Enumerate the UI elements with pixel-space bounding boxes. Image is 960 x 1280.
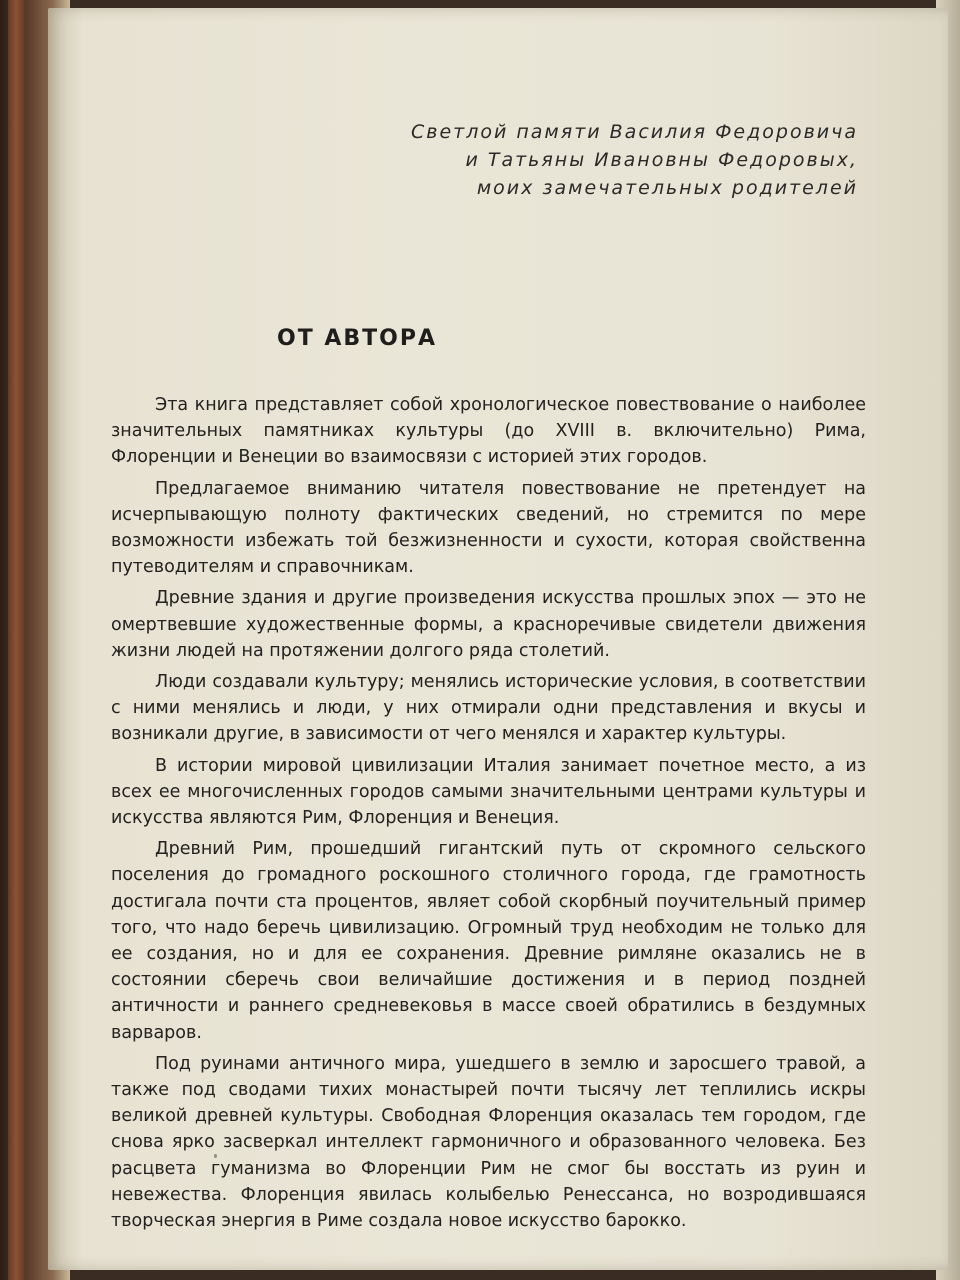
paragraph-4: Люди создавали культуру; менялись исторические условия, в соответствии с ними менялись и люди, у них отмирали одни представления и вкусы и возникали другие, в зависимости от чего менялся и характер культуры. [111, 672, 866, 745]
paragraph-2: Предлагаемое вниманию читателя повествование не претендует на исчерпывающую полноту фактических сведений, но стремится по мере возможности избежать той безжизненности и сухости, которая свойственна путеводителям и справочникам. [111, 478, 866, 578]
dedication-line-1: Светлой памяти Василия Федоровича [410, 121, 858, 143]
section-title: ОТ АВТОРА [277, 326, 438, 351]
dedication-line-3: моих замечательных родителей [476, 177, 858, 199]
body-text [111, 392, 866, 1239]
book-binding [8, 0, 24, 1280]
dedication-line-2: и Татьяны Ивановны Федоровых, [465, 149, 858, 171]
paragraph-1: Эта книга представляет собой хронологическое повествование о наиболее значительных памятниках культуры (до XVIII в. включительно) Рима, Флоренции и Венеции во взаимосвязи с историей этих городов. [111, 395, 866, 468]
paragraph-3: Древние здания и другие произведения искусства прошлых эпох — это не омертвевшие художественные формы, а красноречивые свидетели движения жизни людей на протяжении долгого ряда столетий. [111, 588, 866, 661]
paragraph-5: В истории мировой цивилизации Италия занимает почетное место, а из всех ее многочисленных городов самыми значительными центрами культуры и искусства являются Рим, Флоренция и Венеция. [111, 755, 866, 829]
paper-speck [214, 1154, 217, 1158]
paragraph-7: Под руинами античного мира, ушедшего в землю и заросшего травой, а также под сводами тихих монастырей почти тысячу лет теплились искры великой древней культуры. Свободная Флоренция оказалась тем городом, где снова ярко засверкал интеллект гармоничного и образованного человека. Без расцвета гуманизма во Флоренции Рим не смог бы восстать из руин и невежества. Флоренция явилась колыбелью Ренессанса, но возродившаяся творческая энергия в Риме создала новое искусство барокко. [111, 1053, 866, 1232]
book-page [48, 8, 948, 1270]
dedication [411, 118, 858, 202]
paragraph-6: Древний Рим, прошедший гигантский путь от скромного сельского поселения до громадного роскошного столичного города, где грамотность достигала почти ста процентов, являет собой скорбный поучительный пример того, что надо беречь цивилизацию. Огромный труд необходим не только для ее создания, но и для ее сохранения. Древние римляне оказались не в состоянии сберечь свои величайшие достижения и в период поздней античности и раннего средневековья в массе своей обратились в бездумных варваров. [111, 839, 866, 1043]
